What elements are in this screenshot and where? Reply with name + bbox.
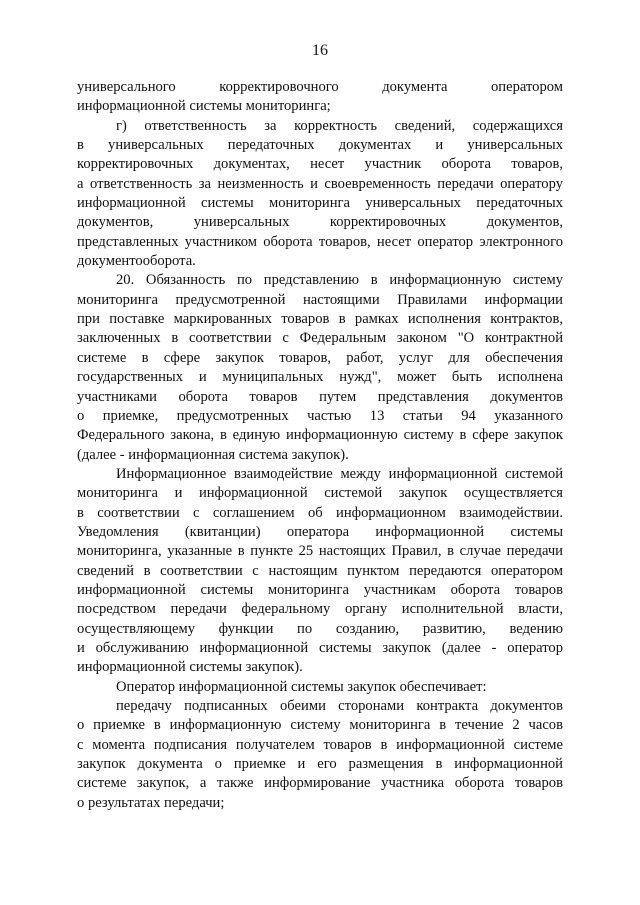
text-line: о приемке в информационную систему мониторинга в течение 2 часов <box>77 717 563 734</box>
paragraph <box>77 465 563 678</box>
text-line: информационной системы мониторинга универсальных передаточных <box>77 195 563 212</box>
text-line: 20. Обязанность по представлению в информационную систему <box>116 272 563 289</box>
text-line: в универсальных передаточных документах и универсальных <box>77 137 563 154</box>
text-line: Федерального закона, в единую информационную систему в сфере закупок <box>77 427 563 444</box>
paragraph <box>77 271 563 464</box>
text-line: г) ответственность за корректность сведений, содержащихся <box>116 117 563 134</box>
text-line: документов, универсальных корректировочных документов, <box>77 214 563 231</box>
text-line: мониторинга, указанные в пункте 25 настоящих Правил, в случае передачи <box>77 543 563 560</box>
text-line: мониторинга предусмотренной настоящими Правилами информации <box>77 291 563 308</box>
text-line: передачу подписанных обеими сторонами контракта документов <box>116 698 563 714</box>
text-line: универсального корректировочного документа оператором <box>77 79 563 95</box>
paragraph <box>77 697 563 813</box>
text-line: системе закупок, а также информирование участника оборота товаров <box>77 775 563 792</box>
text-line: (далее - информационная система закупок). <box>77 446 349 463</box>
text-line: с момента подписания получателем товаров в информационной системе <box>77 736 563 753</box>
text-line: корректировочных документах, несет участник оборота товаров, <box>77 156 563 173</box>
text-line: и обслуживанию информационной системы закупок (далее - оператор <box>77 639 563 656</box>
text-line: информационной системы закупок). <box>77 659 303 676</box>
text-line: закупок документа о приемке и его размещения в информационной <box>77 756 563 773</box>
text-line: Информационное взаимодействие между информационной системой <box>116 465 563 482</box>
text-line: а ответственность за неизменность и своевременность передачи оператору <box>77 175 563 192</box>
text-line: информационной системы мониторинга; <box>77 98 331 115</box>
text-line: в соответствии с соглашением об информационном взаимодействии. <box>77 504 563 521</box>
text-line: о приемке, предусмотренных частью 13 статьи 94 указанного <box>77 407 563 424</box>
text-line: представленных участником оборота товаров, несет оператор электронного <box>77 233 563 250</box>
text-line: заключенных в соответствии с Федеральным законом "О контрактной <box>77 330 563 347</box>
text-line: Уведомления (квитанции) оператора информационной системы <box>77 523 563 540</box>
text-line: сведений в соответствии с настоящим пунктом передаются оператором <box>77 562 563 579</box>
text-line: информационной системы мониторинга участникам оборота товаров <box>77 581 563 598</box>
text-line: системе в сфере закупок товаров, работ, услуг для обеспечения <box>77 349 563 366</box>
paragraph <box>77 78 563 117</box>
text-line: посредством передачи федеральному органу исполнительной власти, <box>77 601 563 618</box>
page-number: 16 <box>312 42 328 59</box>
text-line: участниками оборота товаров путем представления документов <box>77 388 563 405</box>
text-line: осуществляющему функции по созданию, развитию, ведению <box>77 620 563 637</box>
text-line: мониторинга и информационной системой закупок осуществляется <box>77 485 563 502</box>
document-body <box>77 78 563 813</box>
paragraph <box>77 117 563 272</box>
text-line: Оператор информационной системы закупок обеспечивает: <box>116 678 487 695</box>
paragraph <box>77 678 563 697</box>
text-line: документооборота. <box>77 253 196 270</box>
text-line: государственных и муниципальных нужд", может быть исполнена <box>77 369 563 386</box>
text-line: при поставке маркированных товаров в рамках исполнения контрактов, <box>77 311 563 328</box>
text-line: о результатах передачи; <box>77 794 225 811</box>
